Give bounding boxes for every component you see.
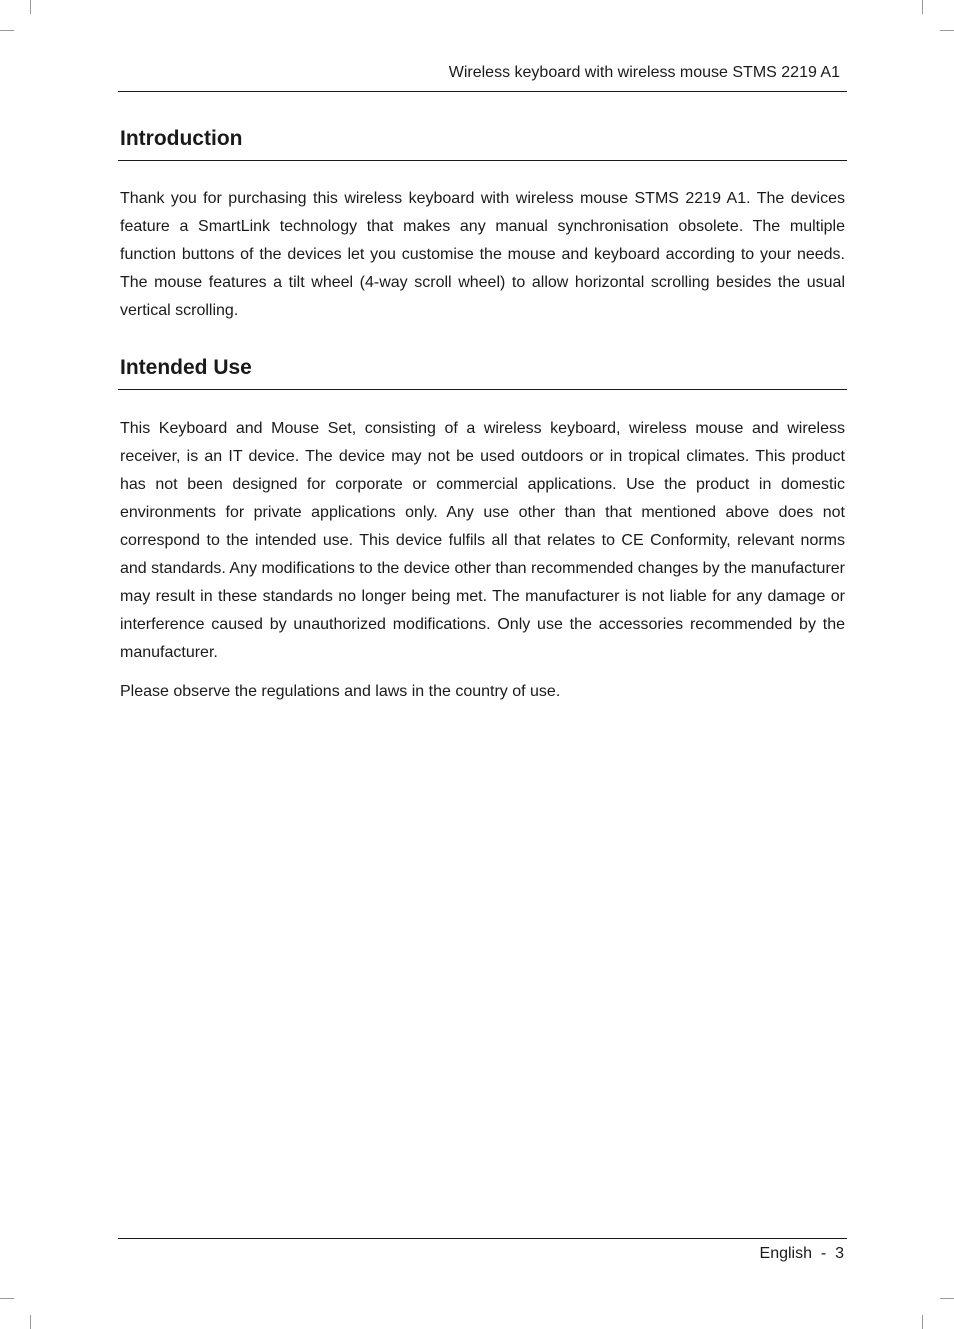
header-rule [118,91,847,92]
crop-mark [0,1298,14,1299]
crop-mark [30,0,31,14]
intended-use-note: Please observe the regulations and laws in the country of use. [120,683,561,700]
page-number: English - 3 [759,1245,844,1262]
crop-mark [922,0,923,14]
crop-mark [922,1315,923,1329]
section-rule [118,160,847,161]
introduction-paragraph: Thank you for purchasing this wireless keyboard with wireless mouse STMS 2219 A1. The devices feature a SmartLink technology that makes any manual synchronisation obsolete. The multiple function buttons of the devices let you customise the mouse and keyboard according to your needs. The mouse features a tilt wheel (4-way scroll wheel) to allow horizontal scrolling besides the usual vertical scrolling. [120,190,845,319]
section-heading-intended-use: Intended Use [120,356,252,379]
running-header: Wireless keyboard with wireless mouse STMS 2219 A1 [448,64,840,81]
crop-mark [940,30,954,31]
footer-rule [118,1238,847,1239]
crop-mark [30,1315,31,1329]
intended-use-paragraph: This Keyboard and Mouse Set, consisting of a wireless keyboard, wireless mouse and wireless receiver, is an IT device. The device may not be used outdoors or in tropical climates. This product has not been designed for corporate or commercial applications. Use the product in domestic environments for private applications only. Any use other than that mentioned above does not correspond to the intended use. This device fulfils all that relates to CE Conformity, relevant norms and standards. Any modifications to the device other than recommended changes by the manufacturer may result in these standards no longer being met. The manufacturer is not liable for any damage or interference caused by unauthorized modifications. Only use the accessories recommended by the manufacturer. [120,420,845,661]
section-rule [118,389,847,390]
crop-mark [940,1298,954,1299]
section-heading-introduction: Introduction [120,127,243,150]
crop-mark [0,30,14,31]
